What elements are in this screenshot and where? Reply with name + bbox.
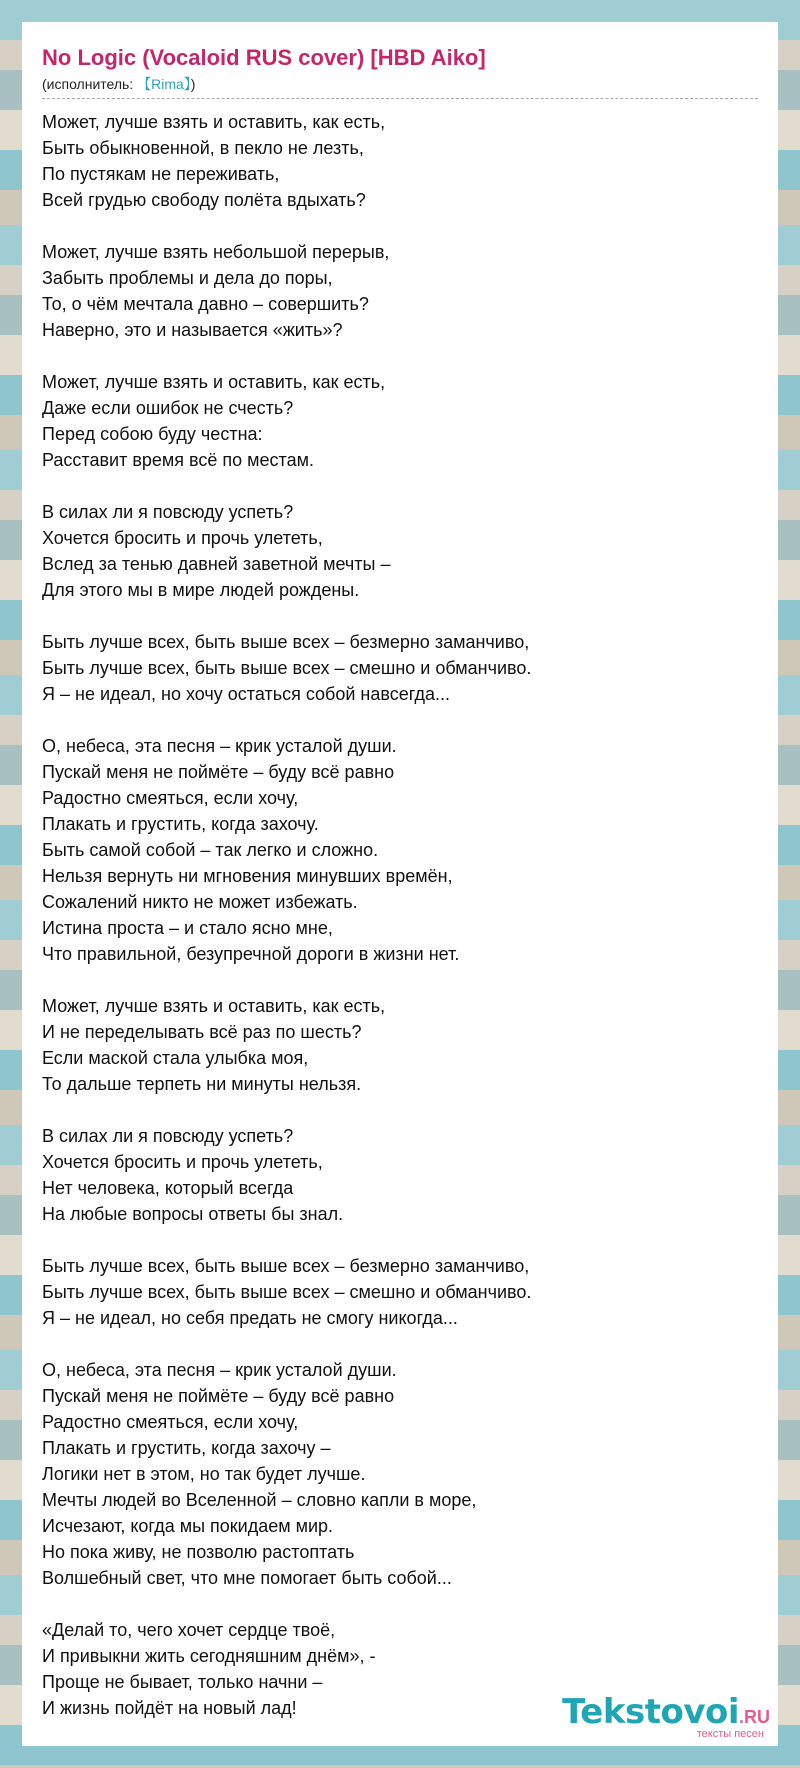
lyrics-line: Но пока живу, не позволю растоптать xyxy=(42,1542,355,1562)
lyrics-stanza xyxy=(42,1253,758,1331)
lyrics-line: И привыкни жить сегодняшним днём», - xyxy=(42,1646,376,1666)
lyrics-body xyxy=(42,109,758,1721)
lyrics-line: Хочется бросить и прочь улететь, xyxy=(42,528,323,548)
lyrics-line: Истина проста – и стало ясно мне, xyxy=(42,918,333,938)
lyrics-line: Может, лучше взять небольшой перерыв, xyxy=(42,242,390,262)
lyrics-stanza xyxy=(42,733,758,967)
logo-name: Tekstovoi xyxy=(562,1692,739,1732)
lyrics-line: Быть лучше всех, быть выше всех – безмерно заманчиво, xyxy=(42,632,530,652)
lyrics-line: И не переделывать всё раз по шесть? xyxy=(42,1022,362,1042)
lyrics-line: На любые вопросы ответы бы знал. xyxy=(42,1204,344,1224)
lyrics-line: Может, лучше взять и оставить, как есть, xyxy=(42,112,386,132)
lyrics-stanza xyxy=(42,499,758,603)
lyrics-line: Если маской стала улыбка моя, xyxy=(42,1048,309,1068)
lyrics-line: Волшебный свет, что мне помогает быть собой... xyxy=(42,1568,452,1588)
performer-line xyxy=(42,74,758,99)
lyrics-line: О, небеса, эта песня – крик усталой души. xyxy=(42,736,397,756)
lyrics-line: Мечты людей во Вселенной – словно капли в море, xyxy=(42,1490,477,1510)
lyrics-line: По пустякам не переживать, xyxy=(42,164,280,184)
performer-prefix: (исполнитель: xyxy=(42,76,138,92)
lyrics-line: О, небеса, эта песня – крик усталой души. xyxy=(42,1360,397,1380)
logo-tld: .RU xyxy=(739,1707,770,1727)
lyrics-line: Может, лучше взять и оставить, как есть, xyxy=(42,372,386,392)
lyrics-stanza xyxy=(42,629,758,707)
lyrics-line: То, о чём мечтала давно – совершить? xyxy=(42,294,369,314)
lyrics-line: Быть лучше всех, быть выше всех – безмерно заманчиво, xyxy=(42,1256,530,1276)
lyrics-line: Исчезают, когда мы покидаем мир. xyxy=(42,1516,334,1536)
lyrics-stanza xyxy=(42,369,758,473)
lyrics-line: Хочется бросить и прочь улететь, xyxy=(42,1152,323,1172)
lyrics-line: Для этого мы в мире людей рождены. xyxy=(42,580,360,600)
lyrics-line: Я – не идеал, но хочу остаться собой навсегда... xyxy=(42,684,451,704)
song-title: No Logic (Vocaloid RUS cover) [HBD Aiko] xyxy=(42,45,486,70)
lyrics-line: Быть лучше всех, быть выше всех – смешно и обманчиво. xyxy=(42,658,532,678)
lyrics-stanza xyxy=(42,1357,758,1591)
site-logo[interactable] xyxy=(562,1694,770,1740)
logo-tagline: тексты песен xyxy=(696,1728,764,1740)
lyrics-line: Радостно смеяться, если хочу, xyxy=(42,1412,299,1432)
lyrics-line: Вслед за тенью давней заветной мечты – xyxy=(42,554,391,574)
lyrics-line: Сожалений никто не может избежать. xyxy=(42,892,358,912)
lyrics-line: Нельзя вернуть ни мгновения минувших времён, xyxy=(42,866,453,886)
lyrics-line: В силах ли я повсюду успеть? xyxy=(42,502,294,522)
lyrics-card xyxy=(22,22,778,1746)
lyrics-line: То дальше терпеть ни минуты нельзя. xyxy=(42,1074,362,1094)
lyrics-line: Может, лучше взять и оставить, как есть, xyxy=(42,996,386,1016)
lyrics-line: Наверно, это и называется «жить»? xyxy=(42,320,343,340)
lyrics-line: Что правильной, безупречной дороги в жизни нет. xyxy=(42,944,460,964)
lyrics-line: Перед собою буду честна: xyxy=(42,424,263,444)
performer-link[interactable]: 【Rima】 xyxy=(137,76,191,92)
lyrics-stanza xyxy=(42,109,758,213)
lyrics-line: Нет человека, который всегда xyxy=(42,1178,294,1198)
lyrics-line: Я – не идеал, но себя предать не смогу никогда... xyxy=(42,1308,458,1328)
lyrics-line: Быть обыкновенной, в пекло не лезть, xyxy=(42,138,364,158)
performer-suffix: ) xyxy=(190,76,196,92)
lyrics-line: В силах ли я повсюду успеть? xyxy=(42,1126,294,1146)
lyrics-line: Быть самой собой – так легко и сложно. xyxy=(42,840,379,860)
lyrics-line: Пускай меня не поймёте – буду всё равно xyxy=(42,762,395,782)
lyrics-line: Плакать и грустить, когда захочу. xyxy=(42,814,319,834)
lyrics-line: И жизнь пойдёт на новый лад! xyxy=(42,1698,297,1718)
lyrics-stanza xyxy=(42,239,758,343)
lyrics-line: Пускай меня не поймёте – буду всё равно xyxy=(42,1386,395,1406)
lyrics-line: Даже если ошибок не счесть? xyxy=(42,398,294,418)
lyrics-stanza xyxy=(42,1123,758,1227)
lyrics-line: Быть лучше всех, быть выше всех – смешно и обманчиво. xyxy=(42,1282,532,1302)
lyrics-line: Всей грудью свободу полёта вдыхать? xyxy=(42,190,366,210)
lyrics-line: Забыть проблемы и дела до поры, xyxy=(42,268,333,288)
lyrics-line: Плакать и грустить, когда захочу – xyxy=(42,1438,331,1458)
lyrics-line: «Делай то, чего хочет сердце твоё, xyxy=(42,1620,336,1640)
lyrics-line: Логики нет в этом, но так будет лучше. xyxy=(42,1464,366,1484)
lyrics-stanza xyxy=(42,993,758,1097)
lyrics-line: Проще не бывает, только начни – xyxy=(42,1672,323,1692)
lyrics-line: Расставит время всё по местам. xyxy=(42,450,314,470)
lyrics-line: Радостно смеяться, если хочу, xyxy=(42,788,299,808)
